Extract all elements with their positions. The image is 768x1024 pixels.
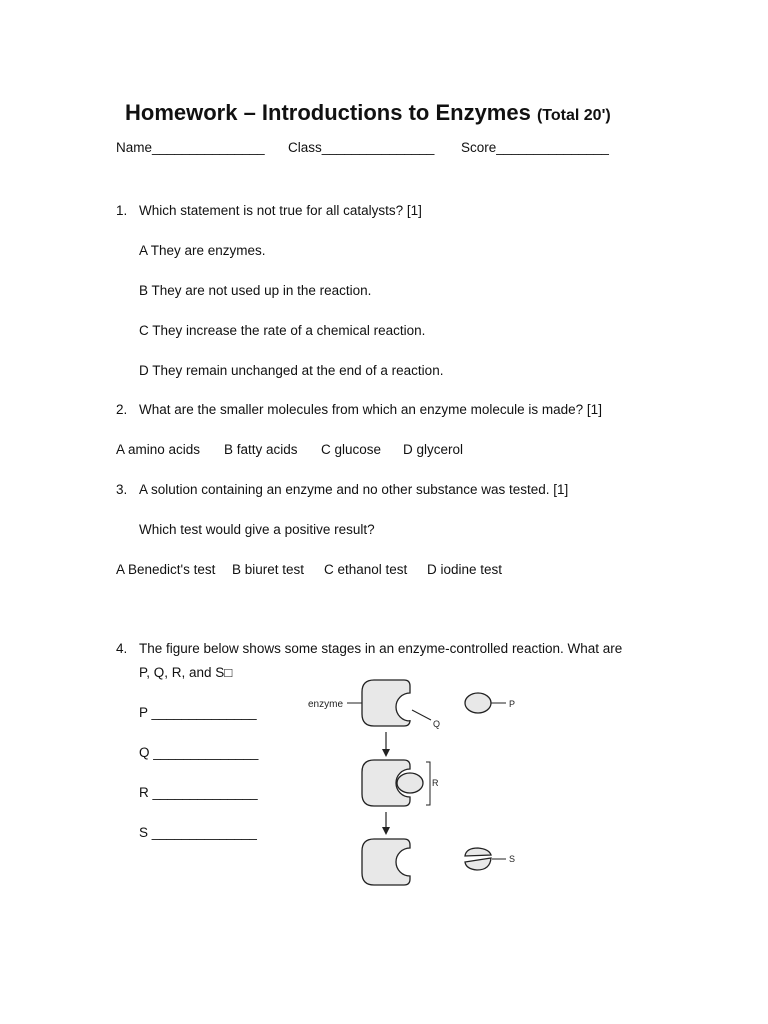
q4-blank-q: Q ______________ bbox=[139, 745, 259, 760]
substrate-in-site bbox=[397, 773, 423, 793]
q3-stem: A solution containing an enzyme and no other substance was tested. [1] bbox=[139, 482, 569, 497]
enzyme-shape-3 bbox=[362, 839, 410, 885]
q4-blank-s: S ______________ bbox=[139, 825, 257, 840]
enzyme-label: enzyme bbox=[308, 699, 344, 710]
q1-option-a: A They are enzymes. bbox=[139, 243, 266, 258]
q2-option-b: B fatty acids bbox=[224, 442, 298, 457]
q4-stem-line1: The figure below shows some stages in an enzyme-controlled reaction. What are bbox=[139, 641, 623, 656]
product-s-top bbox=[465, 848, 491, 856]
q1-option-b: B They are not used up in the reaction. bbox=[139, 283, 372, 298]
q1-option-d: D They remain unchanged at the end of a reaction. bbox=[139, 363, 444, 378]
enzyme-shape-1 bbox=[362, 680, 410, 726]
label-s: S bbox=[509, 854, 516, 864]
q2-option-a: A amino acids bbox=[116, 442, 201, 457]
arrow-2-head bbox=[382, 827, 390, 835]
q1-stem: Which statement is not true for all catalysts? [1] bbox=[139, 203, 422, 218]
q-leader-line bbox=[412, 710, 431, 720]
q3-followup: Which test would give a positive result? bbox=[139, 522, 375, 537]
total-marks: (Total 20') bbox=[536, 107, 611, 124]
r-bracket bbox=[426, 762, 430, 805]
q3-option-d: D iodine test bbox=[427, 562, 503, 577]
q4-blank-p: P ______________ bbox=[139, 705, 257, 720]
q3-number: 3. bbox=[116, 482, 128, 497]
q4-stem-line2: P, Q, R, and S□ bbox=[139, 665, 233, 680]
q3-option-a: A Benedict's test bbox=[116, 562, 216, 577]
title-text: Homework – Introductions to Enzymes bbox=[125, 100, 531, 125]
q3-option-b: B biuret test bbox=[232, 562, 305, 577]
substrate-p bbox=[465, 693, 491, 713]
q2-number: 2. bbox=[116, 402, 128, 417]
q3-option-c: C ethanol test bbox=[324, 562, 408, 577]
q2-option-d: D glycerol bbox=[403, 442, 464, 457]
page-title bbox=[125, 100, 611, 129]
q2-stem: What are the smaller molecules from which an enzyme molecule is made? [1] bbox=[139, 402, 602, 417]
enzyme-reaction-diagram bbox=[300, 672, 530, 892]
label-r: R bbox=[432, 778, 439, 788]
arrow-1-head bbox=[382, 749, 390, 757]
q4-blank-r: R ______________ bbox=[139, 785, 258, 800]
product-s-bottom bbox=[465, 858, 491, 870]
class-field: Class_______________ bbox=[288, 140, 435, 155]
q1-option-c: C They increase the rate of a chemical reaction. bbox=[139, 323, 426, 338]
q4-number: 4. bbox=[116, 641, 128, 656]
q1-number: 1. bbox=[116, 203, 128, 218]
score-field: Score_______________ bbox=[461, 140, 609, 155]
label-p: P bbox=[509, 699, 516, 709]
name-field: Name_______________ bbox=[116, 140, 265, 155]
label-q: Q bbox=[433, 719, 441, 729]
q2-option-c: C glucose bbox=[321, 442, 382, 457]
